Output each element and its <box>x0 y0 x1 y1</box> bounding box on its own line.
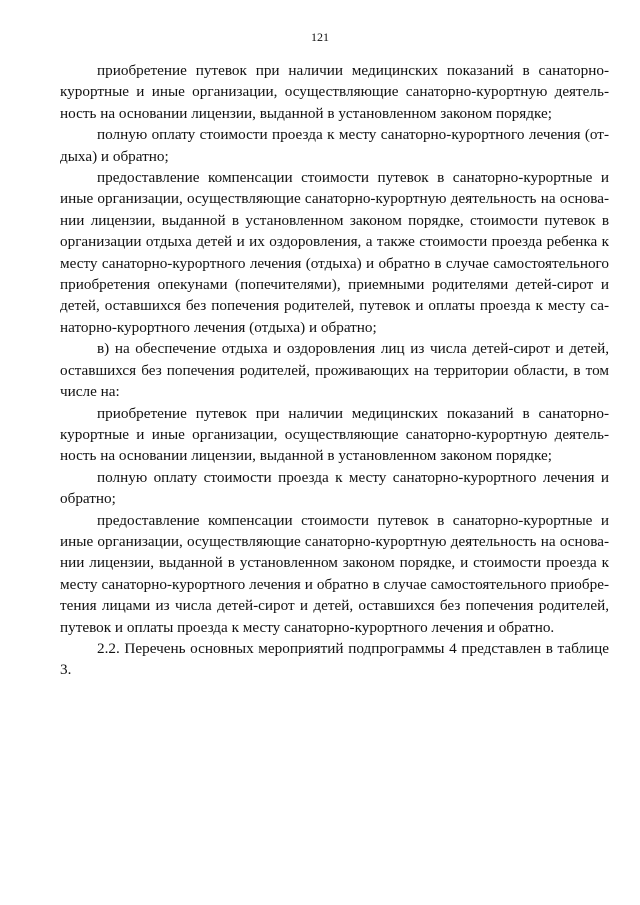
paragraph-8: 2.2. Перечень основных мероприятий подпрограммы 4 представлен в таблице 3. <box>60 639 609 679</box>
paragraph-3: предоставление компенсации стоимости путевок в санаторно-курортные и иные организации, осуществляющие санаторно-курортную деятельность на основании лицензии, выданной в установленном законом порядке, стоимости путевок в организации отдыха детей и их оздоровления, а также стоимости проезда ребенка к месту санаторно-курортного лечения (отдыха) и обратно в случае самостоятельного приобретения опекунами (попечителями), приемными родителями детей-сирот и детей, оставшихся без попечения родителей, путевок и оплаты проезда к месту санаторно-курортного лечения (отдыха) и обратно; <box>60 169 609 336</box>
document-body <box>60 60 609 681</box>
paragraph-7: предоставление компенсации стоимости путевок в санаторно-курортные и иные организации, осуществляющие санаторно-курортную деятельность на основании лицензии, выданной в установленном законом порядке, и стоимости проезда к месту санаторно-курортного лечения и обратно в случае самостоятельного приобретения лицами из числа детей-сирот и детей, оставшихся без попечения родителей, путевок и оплаты проезда к месту санаторно-курортного лечения и обратно. <box>60 511 609 636</box>
paragraph-5: приобретение путевок при наличии медицинских показаний в санаторно-курортные и иные организации, осуществляющие санаторно-курортную деятельность на основании лицензии, выданной в установленном законом порядке; <box>60 404 609 465</box>
page-number: 121 <box>311 30 329 44</box>
paragraph-6: полную оплату стоимости проезда к месту санаторно-курортного лечения и обратно; <box>60 468 609 508</box>
paragraph-4: в) на обеспечение отдыха и оздоровления лиц из числа детей-сирот и детей, оставшихся без попечения родителей, проживающих на территории области, в том числе на: <box>60 340 609 401</box>
paragraph-1: приобретение путевок при наличии медицинских показаний в санаторно-курортные и иные организации, осуществляющие санаторно-курортную деятельность на основании лицензии, выданной в установленном законом порядке; <box>60 62 609 122</box>
paragraph-2: полную оплату стоимости проезда к месту санаторно-курортного лечения (отдыха) и обратно; <box>60 126 609 165</box>
